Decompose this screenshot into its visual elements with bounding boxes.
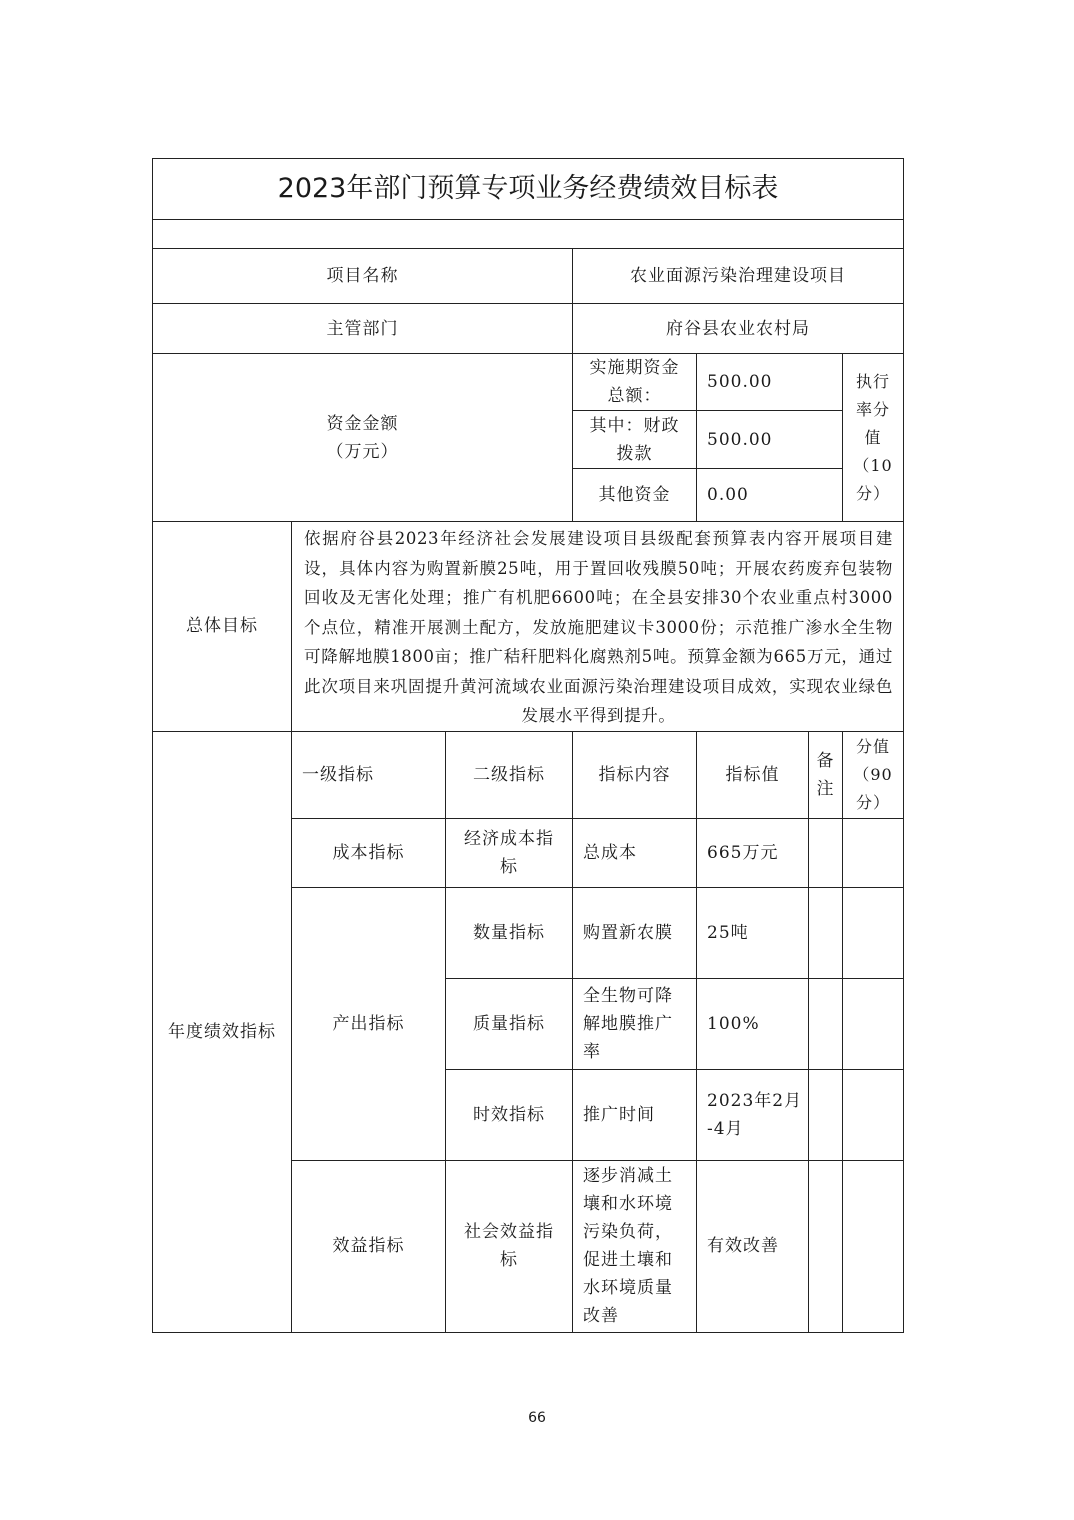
header-level1: 一级指标 [292,731,446,818]
funds-label [153,354,573,522]
benefit-level2 [446,1160,573,1332]
other-funds-label: 其他资金 [573,469,697,522]
output-level1: 产出指标 [292,887,446,1160]
output-remark-quality [809,978,843,1069]
cost-level2 [446,818,573,887]
fiscal-funds-label-text: 其中：财政 拨款 [589,415,680,464]
overall-goal-text: 依据府谷县2023年经济社会发展建设项目县级配套预算表内容开展项目建设，具体内容为购置新膜25吨，用于置回收残膜50吨；开展农药废弃包装物回收及无害化处理；推广有机肥6600吨；在全县安排30个农业重点村3000个点位，精准开展测土配方，发放施肥建议卡3000份；示范推广渗水全生物可降解地膜1800亩；推广秸秆肥料化腐熟剂5吨。预算金额为665万元，通过此次项目来巩固提升黄河流域农业面源污染治理建设项目成效，实现农业绿色发展水平得到提升。 [292,522,904,732]
output-content-quality [573,978,697,1069]
output-remark-quantity [809,887,843,978]
cost-level2-text: 经济成本指 标 [464,828,554,877]
output-content-timeliness: 推广时间 [573,1069,697,1160]
output-level2-timeliness: 时效指标 [446,1069,573,1160]
output-value-timeliness [697,1069,809,1160]
total-funds-label [573,354,697,411]
output-value-quantity: 25吨 [697,887,809,978]
output-level2-quality: 质量指标 [446,978,573,1069]
fiscal-funds-value: 500.00 [697,411,843,469]
benefit-content [573,1160,697,1332]
table-title: 2023年部门预算专项业务经费绩效目标表 [153,159,904,220]
fiscal-funds-label [573,411,697,469]
project-name-label: 项目名称 [153,249,573,304]
benefit-level1: 效益指标 [292,1160,446,1332]
output-content-quantity: 购置新农膜 [573,887,697,978]
page-number: 66 [528,1410,546,1426]
cost-score [843,818,904,887]
project-name-value: 农业面源污染治理建设项目 [573,249,904,304]
output-level2-quantity: 数量指标 [446,887,573,978]
header-remark-text: 备 注 [816,750,835,799]
header-remark [809,731,843,818]
total-funds-label-text: 实施期资金 总额： [589,358,680,406]
performance-target-table [152,158,904,1333]
output-content-quality-text: 全生物可降 解地膜推广 率 [583,985,673,1062]
other-funds-value: 0.00 [697,469,843,522]
header-value: 指标值 [697,731,809,818]
output-remark-timeliness [809,1069,843,1160]
header-score-text: 分值 （90 分） [853,736,893,812]
execution-rate-text: 执行 率分 值 （10 分） [853,371,893,503]
header-level2: 二级指标 [446,731,573,818]
empty-spacer-row [153,220,904,249]
output-score-timeliness [843,1069,904,1160]
benefit-value: 有效改善 [697,1160,809,1332]
cost-value: 665万元 [697,818,809,887]
output-value-timeliness-text: 2023年2月 -4月 [707,1090,803,1139]
output-score-quantity [843,887,904,978]
overall-goal-label: 总体目标 [153,522,292,732]
department-value: 府谷县农业农村局 [573,304,904,354]
annual-indicators-label: 年度绩效指标 [153,731,292,1332]
output-score-quality [843,978,904,1069]
department-label: 主管部门 [153,304,573,354]
total-funds-value: 500.00 [697,354,843,411]
output-value-quality: 100% [697,978,809,1069]
execution-rate-score [843,354,904,522]
header-content: 指标内容 [573,731,697,818]
benefit-score [843,1160,904,1332]
funds-label-text: 资金金额 （万元） [326,413,399,462]
cost-level1: 成本指标 [292,818,446,887]
header-score [843,731,904,818]
benefit-remark [809,1160,843,1332]
cost-content: 总成本 [573,818,697,887]
benefit-content-text: 逐步消减土 壤和水环境 污染负荷， 促进土壤和 水环境质量 改善 [583,1166,673,1326]
benefit-level2-text: 社会效益指 标 [464,1222,554,1270]
cost-remark [809,818,843,887]
